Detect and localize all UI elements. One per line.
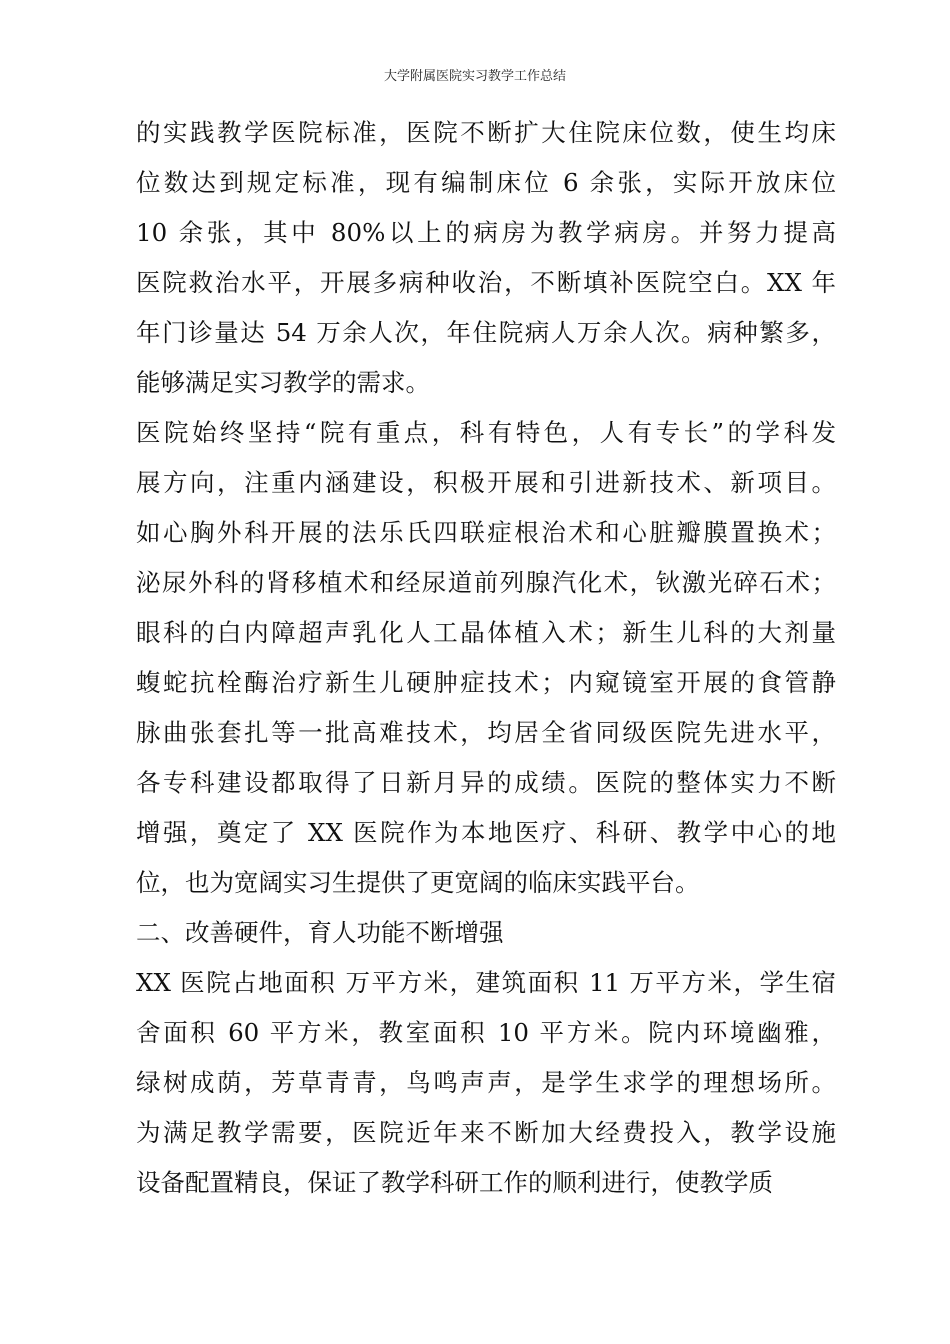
text-line: 能够满足实习教学的需求。	[136, 368, 430, 397]
text-line: 泌尿外科的肾移植术和经尿道前列腺汽化术，钬激光碎石术；	[136, 568, 836, 597]
text-line: XX 医院占地面积 万平方米，建筑面积 11 万平方米，学生宿	[136, 968, 836, 997]
page-header: 大学附属医院实习教学工作总结	[383, 69, 566, 84]
text-line: 增强，奠定了 XX 医院作为本地医疗、科研、教学中心的地	[136, 818, 836, 847]
text-line: 如心胸外科开展的法乐氏四联症根治术和心脏瓣膜置换术；	[136, 518, 836, 547]
text-line: 舍面积 60 平方米，教室面积 10 平方米。院内环境幽雅，	[136, 1018, 836, 1047]
text-line: 各专科建设都取得了日新月异的成绩。医院的整体实力不断	[136, 768, 836, 797]
document-body	[136, 108, 836, 1208]
text-line: 蝮蛇抗栓酶治疗新生儿硬肿症技术；内窥镜室开展的食管静	[136, 668, 836, 697]
text-line: 眼科的白内障超声乳化人工晶体植入术；新生儿科的大剂量	[136, 618, 836, 647]
text-line: 10 余张，其中 80%以上的病房为教学病房。并努力提高	[136, 218, 836, 247]
text-line: 为满足教学需要，医院近年来不断加大经费投入，教学设施	[136, 1118, 836, 1147]
text-line: 位数达到规定标准，现有编制床位 6 余张，实际开放床位	[136, 168, 836, 197]
text-line: 医院救治水平，开展多病种收治，不断填补医院空白。XX 年	[136, 268, 836, 297]
text-line: 绿树成荫，芳草青青，鸟鸣声声，是学生求学的理想场所。	[136, 1068, 836, 1097]
section-heading: 二、改善硬件，育人功能不断增强	[136, 918, 504, 947]
text-line: 医院始终坚持“院有重点，科有特色，人有专长”的学科发	[136, 418, 836, 447]
text-line: 展方向，注重内涵建设，积极开展和引进新技术、新项目。	[136, 468, 836, 497]
text-line: 年门诊量达 54 万余人次，年住院病人万余人次。病种繁多，	[136, 318, 836, 347]
text-line: 设备配置精良，保证了教学科研工作的顺利进行，使教学质	[136, 1168, 773, 1197]
text-line: 的实践教学医院标准，医院不断扩大住院床位数，使生均床	[136, 118, 836, 147]
text-line: 脉曲张套扎等一批高难技术，均居全省同级医院先进水平，	[136, 718, 836, 747]
text-line: 位，也为宽阔实习生提供了更宽阔的临床实践平台。	[136, 868, 700, 897]
